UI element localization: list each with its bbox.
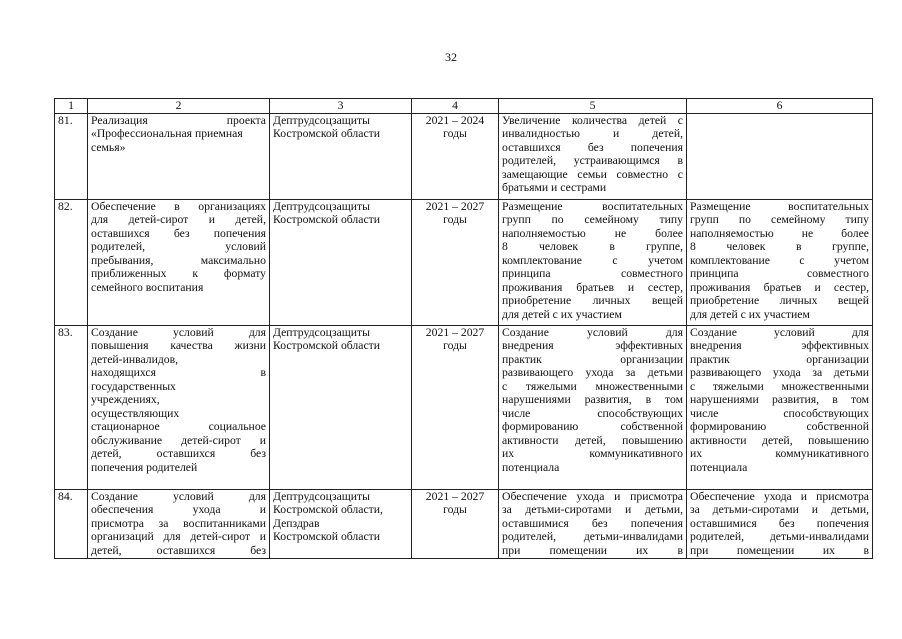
header-cell-2: 2 (88, 99, 270, 114)
text-line: за детьми-сиротами и детьми, (502, 503, 683, 517)
period-cell (412, 490, 499, 559)
indicator-cell (687, 490, 873, 559)
text-line: 2021 – 2027 (425, 326, 485, 339)
text-line: находящихся в (91, 366, 266, 380)
header-cell-4: 4 (412, 99, 499, 114)
text-line: приобретение личных вещей (502, 294, 683, 308)
text-line: Увеличение количества детей с (502, 114, 683, 127)
text-line: семья» (91, 140, 126, 154)
measures-table (54, 98, 873, 559)
text-line: для детей-сирот и детей, (91, 213, 266, 227)
text-line: принципа совместного (502, 267, 683, 281)
measure-name-cell (88, 326, 270, 490)
text-line: Дептрудсоцзащиты (273, 200, 370, 213)
text-line: потенциала (502, 460, 560, 474)
table-header-row (55, 99, 873, 114)
text-line: групп по семейному типу (690, 213, 869, 227)
text-line: потенциала (690, 460, 748, 474)
text-line: практик организации (502, 352, 683, 366)
text-line: Реализация проекта (91, 114, 266, 127)
text-line: проживания братьев и сестер, (690, 280, 869, 294)
measure-name-cell (88, 114, 270, 200)
text-line: их коммуникативного (690, 447, 869, 461)
text-line: годы (443, 503, 467, 517)
text-line: развивающего ухода за детьми (502, 366, 683, 380)
text-line: Костромской области (273, 127, 381, 141)
text-line: внедрения эффективных (502, 339, 683, 353)
text-line: организаций для детей-сирот и (91, 530, 266, 544)
text-line: наполняемостью не более (502, 226, 683, 240)
row-number: 84. (55, 490, 88, 559)
text-line: развивающего ухода за детьми (690, 366, 869, 380)
text-line: инвалидностью и детей, (502, 127, 683, 141)
text-line: Обеспечение ухода и присмотра (502, 490, 683, 503)
text-line: 8 человек в группе, (502, 240, 683, 254)
text-line: Дептрудсоцзащиты (273, 490, 370, 503)
responsible-cell (270, 114, 412, 200)
text-line: стационарное социальное (91, 420, 266, 434)
text-line: обслуживание детей-сирот и (91, 433, 266, 447)
text-line: детей, оставшихся без (91, 447, 266, 461)
header-cell-1: 1 (55, 99, 88, 114)
text-line: присмотра за воспитанниками (91, 516, 266, 530)
text-line: Создание условий для (690, 326, 869, 339)
result-cell (499, 490, 687, 559)
header-cell-6: 6 (687, 99, 873, 114)
text-line: числе способствующих (690, 406, 869, 420)
text-line: для детей с их участием (502, 307, 622, 321)
text-line: внедрения эффективных (690, 339, 869, 353)
text-line: «Профессиональная приемная (91, 127, 243, 141)
table-row (55, 326, 873, 490)
result-cell (499, 326, 687, 490)
text-line: Дептрудсоцзащиты (273, 114, 370, 127)
indicator-cell (687, 114, 873, 200)
responsible-cell (270, 200, 412, 326)
text-line: формированию собственной (502, 420, 683, 434)
text-line: Костромской области (273, 339, 381, 353)
text-line: замещающие семьи совместно с (502, 167, 683, 181)
text-line: комплектование с учетом (690, 253, 869, 267)
text-line: Обеспечение ухода и присмотра (690, 490, 869, 503)
text-line: активности детей, повышению (690, 433, 869, 447)
text-line: родителей, детьми-инвалидами (690, 530, 869, 544)
text-line: годы (443, 339, 467, 353)
text-line: осуществляющих (91, 406, 180, 420)
text-line: наполняемостью не более (690, 226, 869, 240)
text-line: групп по семейному типу (502, 213, 683, 227)
text-line: их коммуникативного (502, 447, 683, 461)
measure-name-cell (88, 490, 270, 559)
text-line: формированию собственной (690, 420, 869, 434)
text-line: оставшимися без попечения (690, 516, 869, 530)
text-line: Дептрудсоцзащиты (273, 326, 370, 339)
period-cell (412, 114, 499, 200)
text-line: учреждениях, (91, 393, 160, 407)
indicator-cell (687, 326, 873, 490)
text-line: для детей с их участием (690, 307, 810, 321)
text-line: родителей, детьми-инвалидами (502, 530, 683, 544)
text-line: при помещении их в (502, 543, 683, 557)
text-line: с тяжелыми множественными (502, 379, 683, 393)
text-line: с тяжелыми множественными (690, 379, 869, 393)
text-line: принципа совместного (690, 267, 869, 281)
text-line: годы (443, 213, 467, 227)
row-number: 81. (55, 114, 88, 200)
page-number: 32 (445, 50, 457, 64)
text-line: нарушениями развития, в том (690, 393, 869, 407)
measure-name-cell (88, 200, 270, 326)
text-line: родителей, условий (91, 240, 266, 254)
row-number: 83. (55, 326, 88, 490)
text-line: практик организации (690, 352, 869, 366)
header-cell-5: 5 (499, 99, 687, 114)
text-line: приобретение личных вещей (690, 294, 869, 308)
text-line: братьями и сестрами (502, 181, 607, 195)
text-line: при помещении их в (690, 543, 869, 557)
text-line: Обеспечение в организациях (91, 200, 266, 213)
text-line: приближенных к формату (91, 267, 266, 281)
text-line: нарушениями развития, в том (502, 393, 683, 407)
row-number: 82. (55, 200, 88, 326)
text-line: Размещение воспитательных (690, 200, 869, 213)
result-cell (499, 200, 687, 326)
text-line: повышения качества жизни (91, 339, 266, 353)
text-line: родителей, устраивающимся в (502, 154, 683, 168)
text-line: активности детей, повышению (502, 433, 683, 447)
text-line: Костромской области (273, 530, 381, 544)
text-line: оставшимися без попечения (502, 516, 683, 530)
responsible-cell (270, 490, 412, 559)
text-line: за детьми-сиротами и детьми, (690, 503, 869, 517)
period-cell (412, 326, 499, 490)
text-line: Создание условий для (502, 326, 683, 339)
text-line: Костромской области, (273, 503, 383, 517)
period-cell (412, 200, 499, 326)
text-line: Костромской области (273, 213, 381, 227)
text-line: годы (443, 127, 467, 141)
text-line: детей-инвалидов, (91, 352, 179, 366)
indicator-cell (687, 200, 873, 326)
text-line: 8 человек в группе, (690, 240, 869, 254)
responsible-cell (270, 326, 412, 490)
text-line: Создание условий для (91, 490, 266, 503)
text-line: 2021 – 2024 (425, 114, 485, 127)
text-line: семейного воспитания (91, 280, 204, 294)
text-line: попечения родителей (91, 460, 198, 474)
text-line: оставшихся без попечения (91, 226, 266, 240)
text-line: 2021 – 2027 (425, 200, 485, 213)
header-cell-3: 3 (270, 99, 412, 114)
text-line: 2021 – 2027 (425, 490, 485, 503)
text-line: Депздрав (273, 516, 320, 530)
text-line: государственных (91, 379, 176, 393)
text-line: Создание условий для (91, 326, 266, 339)
text-line: пребывания, максимально (91, 253, 266, 267)
text-line: обеспечения ухода и (91, 503, 266, 517)
text-line: числе способствующих (502, 406, 683, 420)
result-cell (499, 114, 687, 200)
text-line: детей, оставшихся без (91, 543, 266, 557)
table-row (55, 114, 873, 200)
table-row (55, 490, 873, 559)
text-line: оставшихся без попечения (502, 140, 683, 154)
text-line: комплектование с учетом (502, 253, 683, 267)
text-line: проживания братьев и сестер, (502, 280, 683, 294)
table-row (55, 200, 873, 326)
text-line: Размещение воспитательных (502, 200, 683, 213)
